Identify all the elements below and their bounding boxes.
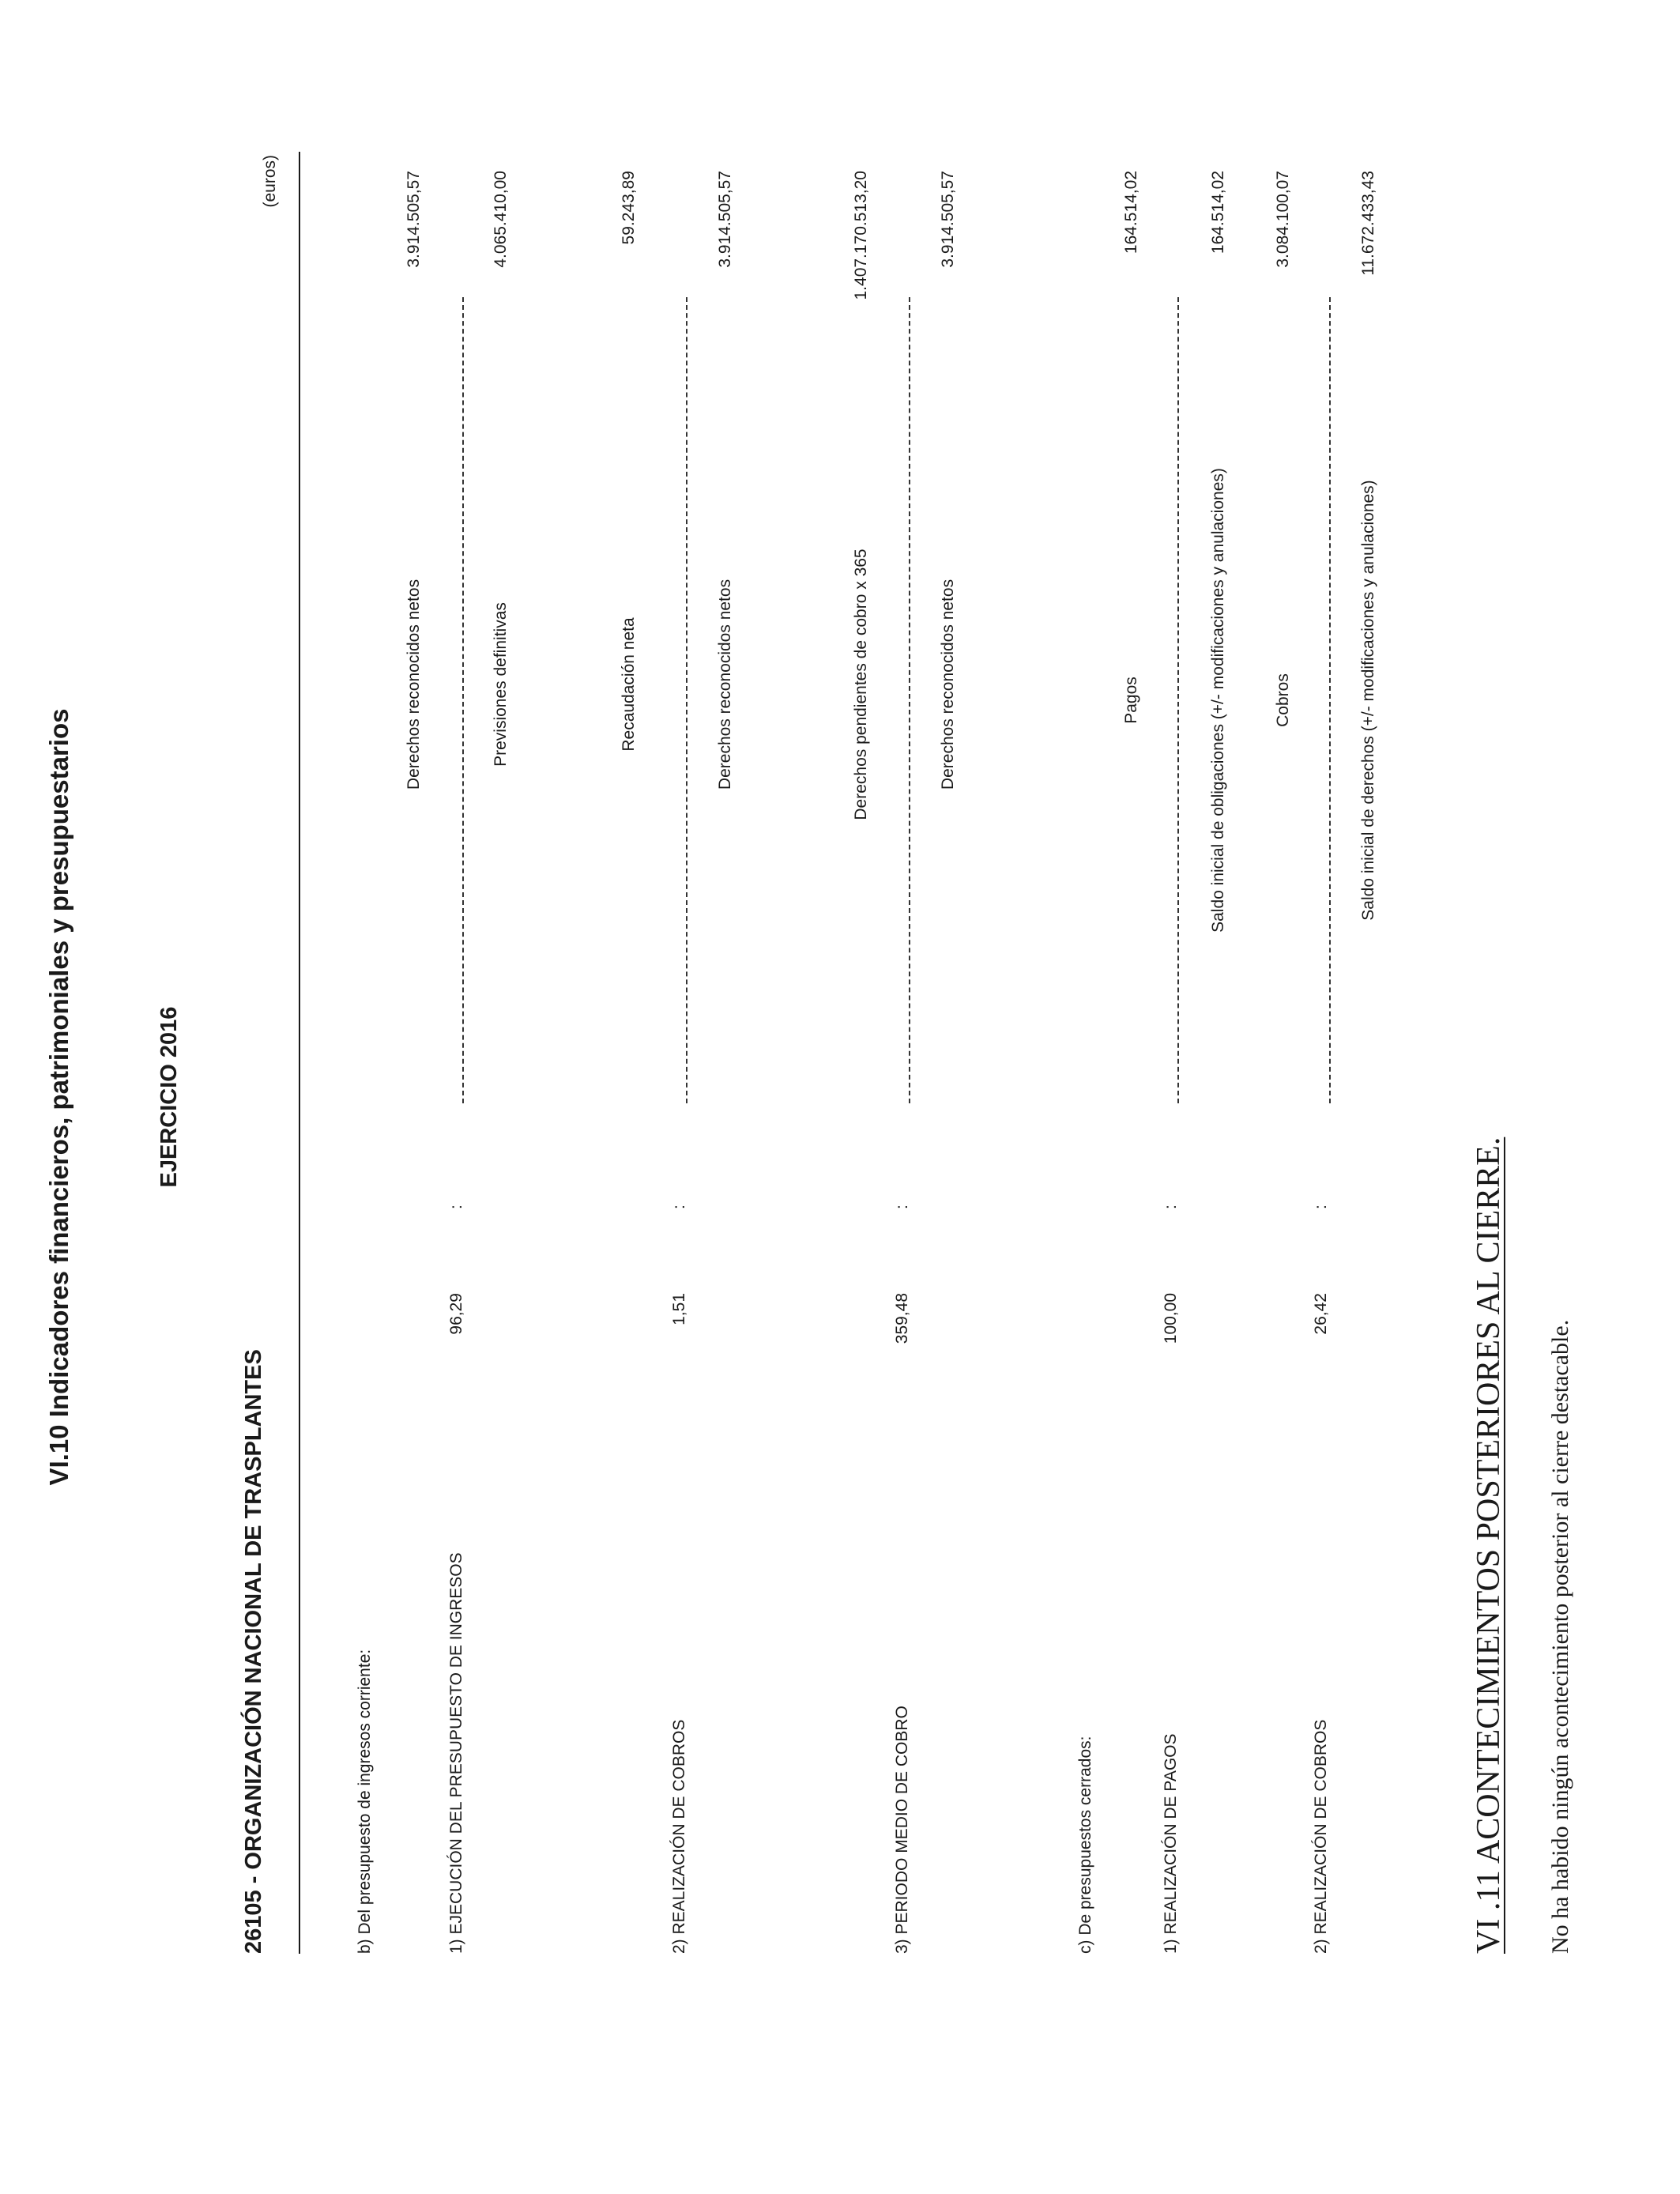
row-colon: : [893, 1204, 911, 1209]
denominator-value: 11.672.433,43 [1359, 171, 1377, 276]
numerator-label: Pagos [1122, 677, 1140, 724]
fraction-line [1177, 297, 1179, 1103]
row-value: 359,48 [893, 1293, 911, 1344]
row-colon: : [1312, 1204, 1330, 1209]
numerator-value: 3.084.100,07 [1274, 171, 1292, 268]
row-name: 1) REALIZACIÓN DE PAGOS [1162, 1733, 1180, 1954]
fraction-line [1329, 297, 1331, 1103]
section-c-label: c) De presupuestos cerrados: [1076, 1736, 1094, 1954]
row-colon: : [447, 1204, 465, 1209]
denominator-value: 3.914.505,57 [939, 171, 957, 268]
fraction-line [909, 297, 910, 1103]
numerator-label: Derechos reconocidos netos [405, 579, 423, 790]
row-name: 1) EJECUCIÓN DEL PRESUPUESTO DE INGRESOS [447, 1552, 465, 1954]
numerator-value: 3.914.505,57 [405, 171, 423, 268]
denominator-value: 164.514,02 [1209, 171, 1227, 254]
row-name: 2) REALIZACIÓN DE COBROS [1312, 1719, 1330, 1954]
organization-name: 26105 - ORGANIZACIÓN NACIONAL DE TRASPLANTES [241, 1349, 266, 1954]
page-title: VI.10 Indicadores financieros, patrimoniales y presupuestarios [44, 708, 73, 1486]
row-value: 96,29 [447, 1293, 465, 1335]
denominator-label: Derechos reconocidos netos [716, 579, 734, 790]
row-name: 2) REALIZACIÓN DE COBROS [670, 1719, 688, 1954]
row-colon: : [670, 1204, 688, 1209]
row-name: 3) PERIODO MEDIO DE COBRO [893, 1706, 911, 1954]
denominator-label: Saldo inicial de derechos (+/- modificaciones y anulaciones) [1359, 480, 1377, 921]
section-b-label: b) Del presupuesto de ingresos corriente: [356, 1649, 374, 1954]
numerator-label: Cobros [1274, 673, 1292, 727]
denominator-value: 4.065.410,00 [492, 171, 510, 268]
denominator-value: 3.914.505,57 [716, 171, 734, 268]
denominator-label: Derechos reconocidos netos [939, 579, 957, 790]
section-vi11-heading: VI .11 ACONTECIMIENTOS POSTERIORES AL CIERRE. [1471, 1137, 1507, 1954]
fraction-line [462, 297, 464, 1103]
row-value: 1,51 [670, 1293, 688, 1325]
header-rule [299, 152, 300, 1954]
row-value: 26,42 [1312, 1293, 1330, 1335]
numerator-value: 59.243,89 [620, 171, 638, 245]
row-value: 100,00 [1162, 1293, 1180, 1344]
row-colon: : [1162, 1204, 1180, 1209]
numerator-value: 1.407.170.513,20 [852, 171, 870, 300]
ejercicio-heading: EJERCICIO 2016 [156, 1006, 182, 1188]
numerator-label: Derechos pendientes de cobro x 365 [852, 548, 870, 820]
numerator-value: 164.514,02 [1122, 171, 1140, 254]
fraction-line [686, 297, 687, 1103]
denominator-label: Previsiones definitivas [492, 602, 510, 767]
denominator-label: Saldo inicial de obligaciones (+/- modificaciones y anulaciones) [1209, 468, 1227, 933]
section-vi11-body: No ha habido ningún acontecimiento posterior al cierre destacable. [1547, 1319, 1573, 1954]
unit-label: (euros) [261, 155, 279, 208]
numerator-label: Recaudación neta [620, 617, 638, 752]
